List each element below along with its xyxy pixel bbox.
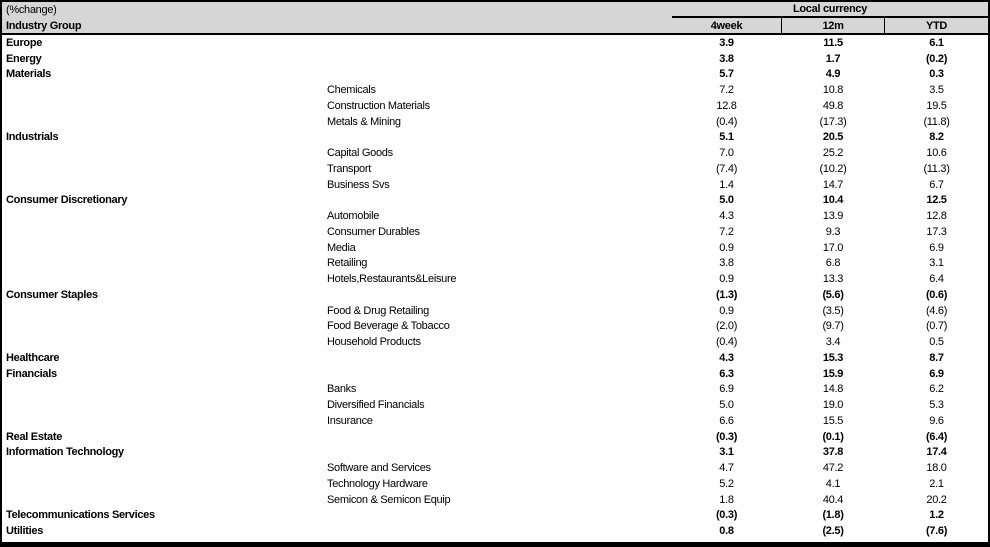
cell-ytd: (6.4) [925,430,948,443]
cell-ytd: (4.6) [925,304,948,317]
table-row [2,35,988,51]
cell-12m: 11.5 [823,36,843,49]
cell-ytd: 6.7 [929,178,944,191]
cell-4week: (2.0) [715,320,738,333]
row-label: Banks [327,383,357,396]
table-row [2,476,988,492]
table-row [2,208,988,224]
cell-ytd: 8.7 [929,351,944,364]
cell-ytd: 5.3 [929,399,944,412]
cell-ytd: (0.6) [925,288,948,301]
table-row [2,460,988,476]
cell-12m: (1.8) [822,509,844,522]
cell-ytd: 9.6 [929,414,944,427]
row-label: Materials [6,68,51,81]
table-row [2,82,988,98]
cell-12m: 3.4 [825,336,841,349]
row-label: Food Beverage & Tobacco [327,320,450,333]
table-row [2,397,988,413]
cell-4week: 3.8 [719,52,734,65]
cell-4week: (0.4) [715,115,738,128]
local-currency-group-label: Local currency [672,2,988,18]
cell-4week: (1.3) [715,288,738,301]
table-row [2,334,988,350]
table-body [2,35,988,539]
cell-12m: 9.3 [825,225,841,238]
cell-12m: 47.2 [822,462,844,475]
cell-12m: 49.8 [822,99,844,112]
cell-ytd: 20.2 [926,493,947,506]
cell-ytd: 17.4 [926,446,947,459]
cell-4week: 1.4 [719,178,734,191]
cell-4week: 4.7 [719,462,734,475]
industry-group-column-header: Industry Group [6,19,82,32]
cell-12m: 6.8 [825,257,841,270]
table-row [2,51,988,67]
cell-12m: 37.8 [822,446,844,459]
table-row [2,240,988,256]
table-row [2,319,988,335]
cell-12m: (5.6) [822,288,844,301]
cell-12m: (9.7) [822,320,844,333]
table-row [2,67,988,83]
cell-4week: 5.0 [719,194,734,207]
row-label: Financials [6,367,57,380]
cell-4week: 6.3 [719,367,734,380]
cell-ytd: 3.5 [929,84,944,97]
table-row [2,271,988,287]
table-row [2,413,988,429]
cell-12m: 15.3 [822,351,844,364]
cell-4week: 7.0 [719,147,734,160]
table-row [2,445,988,461]
cell-ytd: 6.4 [929,273,944,286]
cell-4week: 7.2 [719,225,734,238]
row-label: Construction Materials [327,99,430,112]
column-header-4week: 4week [710,19,743,32]
cell-12m: 10.4 [822,194,844,207]
cell-ytd: (11.3) [923,162,950,175]
table-row [2,303,988,319]
cell-12m: (17.3) [819,115,847,128]
cell-ytd: (0.7) [925,320,948,333]
cell-4week: 7.2 [719,84,734,97]
cell-4week: 0.8 [719,525,734,538]
row-label: Capital Goods [327,147,393,160]
cell-4week: 3.8 [719,257,734,270]
column-header-ytd: YTD [925,19,948,32]
cell-ytd: 17.3 [926,225,947,238]
row-label: Consumer Durables [327,225,420,238]
cell-ytd: 19.5 [926,99,947,112]
cell-4week: 0.9 [719,241,734,254]
cell-ytd: 18.0 [926,462,947,475]
cell-12m: 17.0 [822,241,844,254]
cell-4week: 6.9 [719,383,734,396]
row-label: Automobile [327,210,380,223]
cell-4week: 3.1 [719,446,734,459]
table-row [2,429,988,445]
row-label: Information Technology [6,446,124,459]
cell-4week: 12.8 [716,99,737,112]
cell-12m: 4.9 [825,68,841,81]
row-label: Consumer Discretionary [6,194,128,207]
percent-change-label: (%change) [6,4,57,16]
cell-ytd: 12.5 [926,194,947,207]
cell-12m: 13.3 [822,273,844,286]
table-row [2,508,988,524]
row-label: Retailing [327,257,368,270]
table-row [2,193,988,209]
row-label: Household Products [327,336,421,349]
row-label: Healthcare [6,351,60,364]
cell-ytd: 1.2 [929,509,944,522]
row-label: Food & Drug Retailing [327,304,429,317]
row-label: Software and Services [327,462,431,475]
row-label: Semicon & Semicon Equip [327,493,451,506]
cell-ytd: 10.6 [926,147,947,160]
cell-4week: 5.2 [719,477,734,490]
cell-12m: 19.0 [822,399,844,412]
table-row [2,382,988,398]
table-row [2,145,988,161]
cell-4week: 5.1 [719,131,734,144]
cell-12m: 4.1 [825,477,841,490]
row-label: Industrials [6,131,59,144]
cell-ytd: 6.2 [929,383,944,396]
cell-4week: 5.0 [719,399,734,412]
table-row [2,523,988,539]
row-label: Europe [6,36,43,49]
cell-12m: (10.2) [819,162,847,175]
cell-ytd: 0.3 [929,68,944,81]
cell-4week: 1.8 [719,493,734,506]
table-row [2,224,988,240]
row-label: Metals & Mining [327,115,401,128]
cell-ytd: 8.2 [929,131,944,144]
cell-4week: (0.4) [715,336,738,349]
table-row [2,130,988,146]
column-header-12m: 12m [781,18,885,33]
cell-4week: (0.3) [715,430,738,443]
cell-12m: 10.8 [822,84,844,97]
row-label: Hotels,Restaurants&Leisure [327,273,457,286]
row-label: Utilities [6,525,44,538]
cell-4week: 0.9 [719,304,734,317]
table-row [2,366,988,382]
cell-ytd: 6.9 [929,241,944,254]
header-row-top [2,2,988,18]
table-row [2,114,988,130]
table-row [2,161,988,177]
cell-ytd: 6.9 [929,367,944,380]
cell-ytd: 6.1 [929,36,944,49]
table-header [2,2,988,35]
row-label: Real Estate [6,430,63,443]
cell-12m: 15.9 [822,367,844,380]
row-label: Energy [6,52,42,65]
table-row [2,287,988,303]
cell-4week: (7.4) [715,162,738,175]
row-label: Consumer Staples [6,288,98,301]
row-label: Telecommunications Services [6,509,155,522]
cell-ytd: 3.1 [929,257,944,270]
row-label: Media [327,241,356,254]
table-row [2,350,988,366]
cell-12m: 25.2 [822,147,844,160]
cell-12m: 20.5 [822,131,844,144]
cell-ytd: (11.8) [923,115,950,128]
row-label: Business Svs [327,178,390,191]
table-row [2,256,988,272]
header-row-columns [2,18,988,33]
cell-12m: 40.4 [822,493,844,506]
cell-12m: 15.5 [822,414,844,427]
cell-ytd: (0.2) [925,52,948,65]
row-label: Transport [327,162,371,175]
cell-4week: 0.9 [719,273,734,286]
cell-12m: (2.5) [822,525,844,538]
row-label: Diversified Financials [327,399,425,412]
cell-ytd: 12.8 [926,210,947,223]
cell-ytd: 0.5 [929,336,944,349]
cell-12m: 1.7 [825,52,841,65]
table-row [2,98,988,114]
cell-12m: 14.7 [822,178,844,191]
cell-4week: 4.3 [719,351,734,364]
table-row [2,492,988,508]
row-label: Technology Hardware [327,477,428,490]
row-label: Chemicals [327,84,376,97]
cell-12m: 13.9 [822,210,844,223]
cell-12m: (0.1) [822,430,844,443]
cell-12m: (3.5) [822,304,844,317]
cell-ytd: (7.6) [925,525,948,538]
cell-4week: 5.7 [719,68,734,81]
cell-4week: (0.3) [715,509,738,522]
row-label: Insurance [327,414,373,427]
cell-4week: 4.3 [719,210,734,223]
cell-4week: 3.9 [719,36,734,49]
table-row [2,177,988,193]
cell-ytd: 2.1 [929,477,944,490]
cell-12m: 14.8 [822,383,844,396]
cell-4week: 6.6 [719,414,734,427]
